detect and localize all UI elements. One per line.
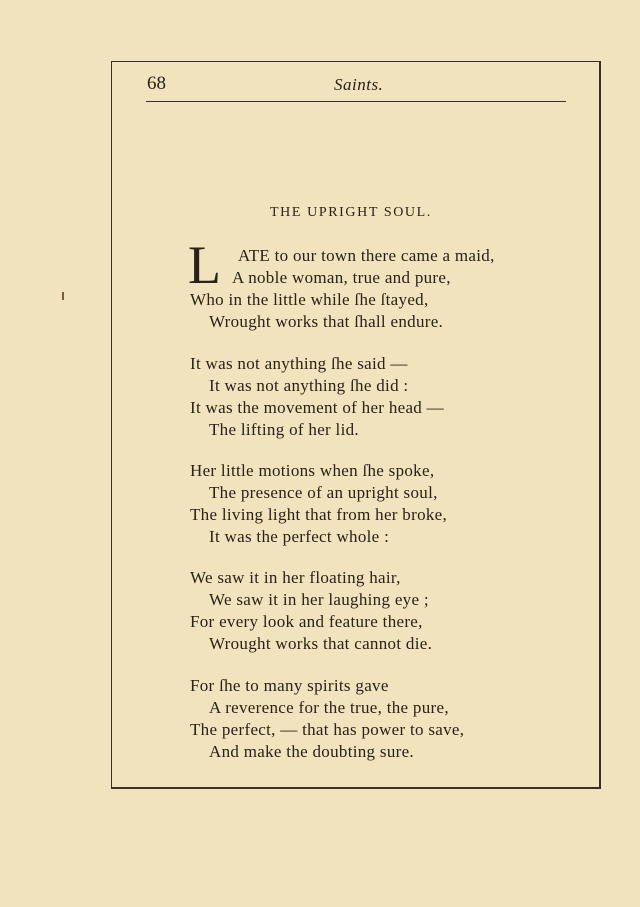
- poem-line: The lifting of her lid.: [209, 420, 359, 439]
- drop-cap: L: [188, 235, 221, 295]
- poem-line: It was the movement of her head —: [190, 398, 444, 417]
- poem-line: The perfect, — that has power to save,: [190, 720, 465, 739]
- poem-line: It was the perfect whole :: [209, 527, 390, 546]
- poem-line: The living light that from her broke,: [190, 505, 448, 524]
- poem-line: ATE to our town there came a maid,: [238, 246, 495, 265]
- poem-line: For every look and feature there,: [190, 612, 423, 631]
- poem-line: The presence of an upright soul,: [209, 483, 438, 502]
- poem-line: A noble woman, true and pure,: [232, 268, 451, 287]
- poem-line: It was not anything ſhe did :: [209, 376, 409, 395]
- poem-line: We saw it in her floating hair,: [190, 568, 401, 587]
- poem-title: THE UPRIGHT SOUL.: [270, 205, 432, 220]
- poem-line: We saw it in her laughing eye ;: [209, 590, 429, 609]
- page-number: 68: [147, 73, 166, 94]
- running-head: Saints.: [334, 75, 384, 94]
- header-rule: [146, 101, 566, 102]
- poem-line: Wrought works that cannot die.: [209, 634, 433, 653]
- stray-ink-mark: [62, 292, 64, 300]
- poem-line: Her little motions when ſhe spoke,: [190, 461, 435, 480]
- poem-line: It was not anything ſhe said —: [190, 354, 408, 373]
- poem-line: Who in the little while ſhe ſtayed,: [190, 290, 429, 309]
- poem-line: And make the doubting sure.: [209, 742, 414, 761]
- poem-line: Wrought works that ſhall endure.: [209, 312, 444, 331]
- poem-line: A reverence for the true, the pure,: [209, 698, 449, 717]
- poem-line: For ſhe to many spirits gave: [190, 676, 389, 695]
